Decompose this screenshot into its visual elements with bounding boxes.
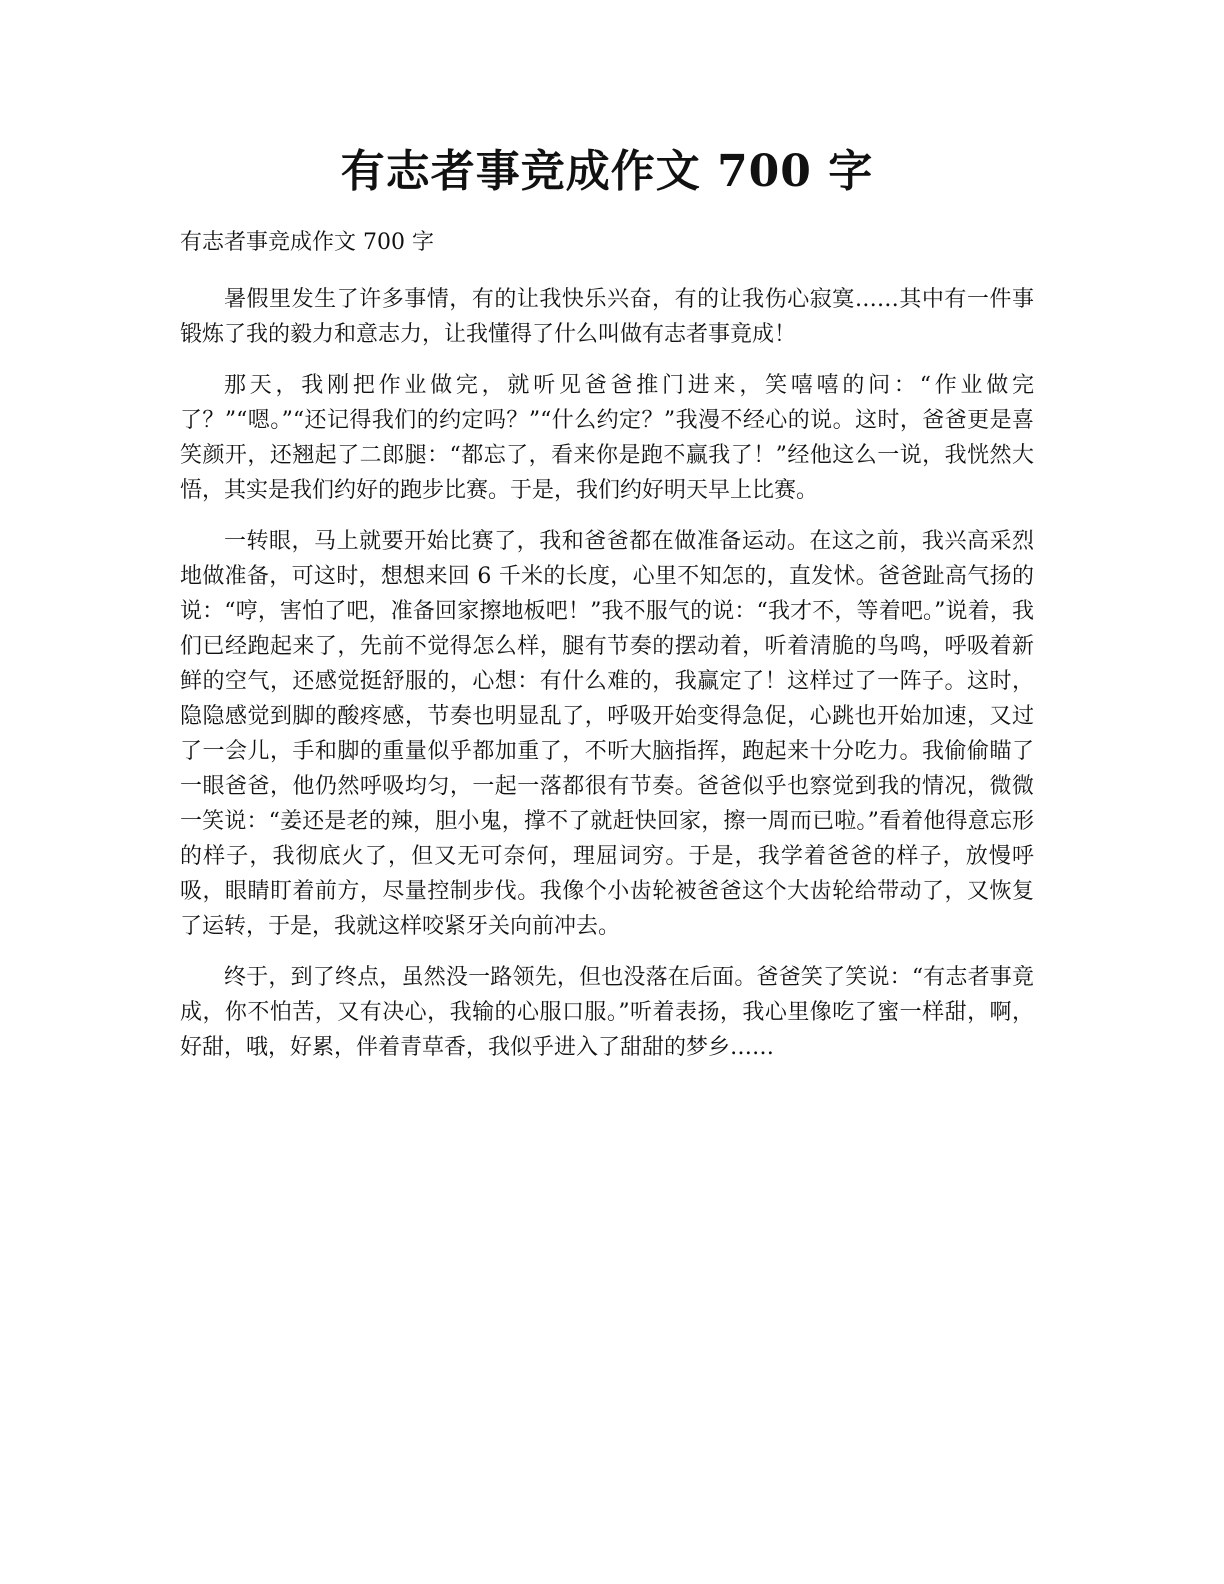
- document-subtitle: 有志者事竞成作文 700 字: [180, 230, 434, 255]
- paragraph-3: 一转眼，马上就要开始比赛了，我和爸爸都在做准备运动。在这之前，我兴高采烈地做准备，可这时，想想来回 6 千米的长度，心里不知怎的，直发怵。爸爸趾高气扬的说：“哼，害怕了吧，准备回家擦地板吧！”我不服气的说：“我才不，等着吧。”说着，我们已经跑起来了，先前不觉得怎么样，腿有节奏的摆动着，听着清脆的鸟鸣，呼吸着新鲜的空气，还感觉挺舒服的，心想：有什么难的，我赢定了！这样过了一阵子。这时，隐隐感觉到脚的酸疼感，节奏也明显乱了，呼吸开始变得急促，心跳也开始加速，又过了一会儿，手和脚的重量似乎都加重了，不听大脑指挥，跑起来十分吃力。我偷偷瞄了一眼爸爸，他仍然呼吸均匀，一起一落都很有节奏。爸爸似乎也察觉到我的情况，微微一笑说：“姜还是老的辣，胆小鬼，撑不了就赶快回家，擦一周而已啦。”看着他得意忘形的样子，我彻底火了，但又无可奈何，理屈词穷。于是，我学着爸爸的样子，放慢呼吸，眼睛盯着前方，尽量控制步伐。我像个小齿轮被爸爸这个大齿轮给带动了，又恢复了运转，于是，我就这样咬紧牙关向前冲去。: [180, 529, 1034, 939]
- paragraph-2: 那天，我刚把作业做完，就听见爸爸推门进来，笑嘻嘻的问：“作业做完了？”“嗯。”“还记得我们的约定吗？”“什么约定？”我漫不经心的说。这时，爸爸更是喜笑颜开，还翘起了二郎腿：“都忘了，看来你是跑不赢我了！”经他这么一说，我恍然大悟，其实是我们约好的跑步比赛。于是，我们约好明天早上比赛。: [180, 373, 1034, 503]
- document-body: [180, 282, 1034, 1081]
- paragraph-1: 暑假里发生了许多事情，有的让我快乐兴奋，有的让我伤心寂寞……其中有一件事锻炼了我的毅力和意志力，让我懂得了什么叫做有志者事竟成！: [180, 287, 1034, 347]
- document-title: 有志者事竞成作文 700 字: [340, 146, 874, 197]
- paragraph-4: 终于，到了终点，虽然没一路领先，但也没落在后面。爸爸笑了笑说：“有志者事竟成，你不怕苦，又有决心，我输的心服口服。”听着表扬，我心里像吃了蜜一样甜，啊，好甜，哦，好累，伴着青草香，我似乎进入了甜甜的梦乡……: [180, 965, 1034, 1060]
